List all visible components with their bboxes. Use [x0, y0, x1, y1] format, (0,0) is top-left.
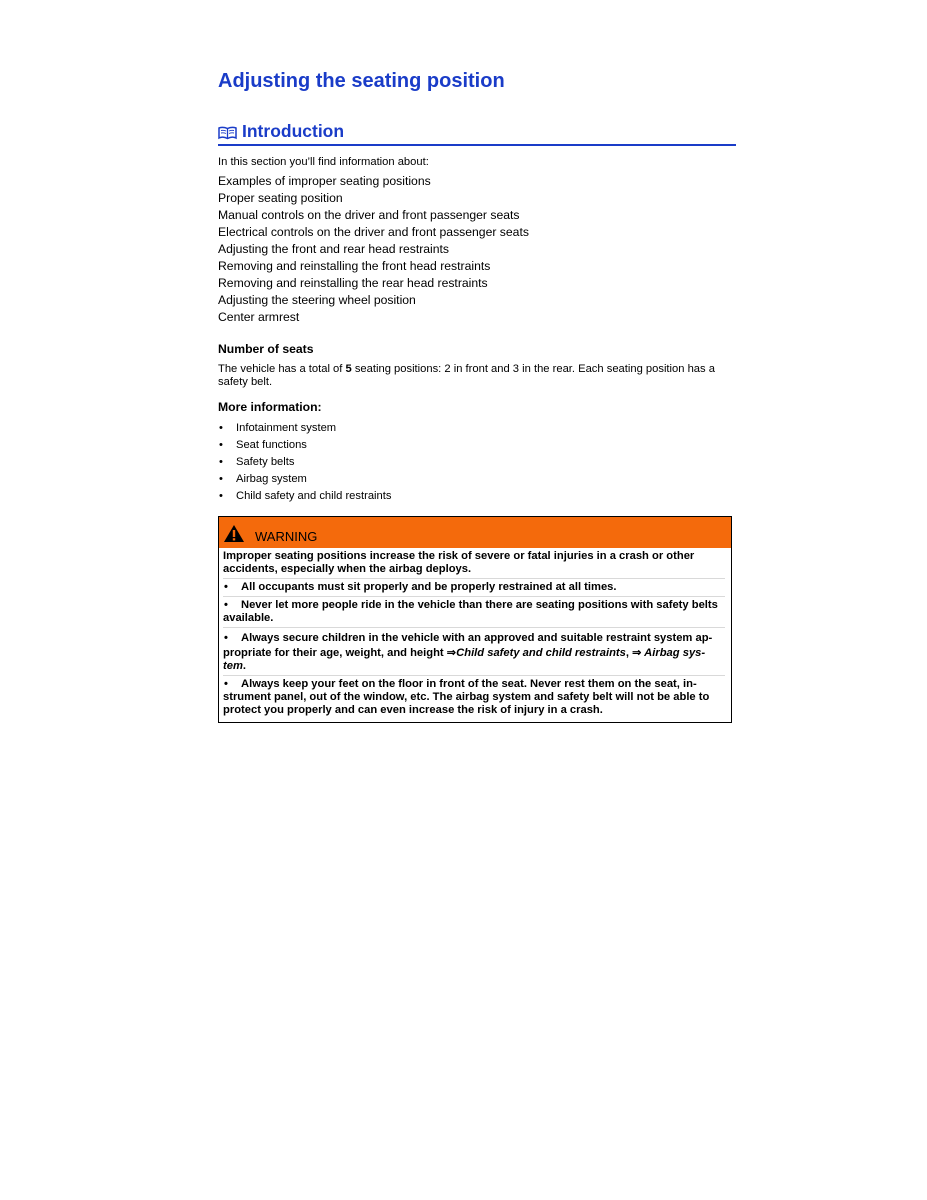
warning-item-text: All occupants must sit properly and be properly restrained at all times. — [241, 581, 617, 593]
bullet: • — [219, 422, 223, 434]
more-info-list — [218, 420, 736, 505]
list-item: Adjusting the front and rear head restraints — [218, 242, 450, 256]
warning-item-text: Always keep your feet on the floor in front of the seat. Never rest them on the seat, in-strument panel, out of the window, etc. The airbag system and safety belt will not be able to protect you properly and can even increase the risk of injury in a crash. — [223, 678, 710, 716]
seats-text-after: seating positions: 2 in front and 3 in the rear. Each seating position has a safety belt. — [218, 363, 715, 388]
arrow-icon: ⇒ — [632, 647, 642, 659]
warning-box — [218, 516, 732, 723]
list-item: Removing and reinstalling the front head restraints — [218, 259, 491, 273]
warning-item — [223, 627, 725, 675]
list-item-label: Child safety and child restraints — [236, 490, 392, 502]
bullet: • — [219, 473, 223, 485]
list-item-label: Infotainment system — [236, 422, 337, 434]
list-item: Examples of improper seating positions — [218, 174, 431, 188]
section-heading — [218, 119, 736, 146]
link-child-safety[interactable]: Child safety and child restraints — [456, 647, 626, 659]
warning-item — [223, 578, 725, 596]
bullet: • — [219, 439, 223, 451]
bullet: • — [219, 456, 223, 468]
list-item: Electrical controls on the driver and front passenger seats — [218, 225, 529, 239]
page-content — [218, 68, 736, 716]
warning-header — [219, 517, 731, 548]
list-item-label: Airbag system — [236, 473, 307, 485]
book-icon — [218, 124, 237, 138]
list-item — [218, 420, 736, 437]
list-item — [218, 488, 736, 505]
warning-item — [223, 596, 725, 627]
warning-item — [223, 675, 725, 719]
seats-paragraph — [218, 363, 730, 389]
list-item: Manual controls on the driver and front passenger seats — [218, 208, 520, 222]
page-title: Adjusting the seating position — [218, 70, 505, 92]
list-item-label: Seat functions — [236, 439, 307, 451]
list-item — [218, 437, 736, 454]
warning-intro: Improper seating positions increase the risk of severe or fatal injuries in a crash or other accidents, especially when the airbag deploys. — [223, 550, 695, 575]
separator: , — [625, 647, 633, 659]
list-item-label: Safety belts — [236, 456, 295, 468]
bullet: • — [219, 490, 223, 502]
seats-count: 5 — [345, 363, 352, 375]
warning-item-text: Always secure children in the vehicle with an approved and suitable restraint system ap- — [241, 632, 713, 644]
bullet: • — [224, 678, 228, 690]
section-title: Introduction — [242, 120, 345, 141]
bullet: • — [224, 599, 228, 611]
bullet: • — [224, 581, 228, 593]
seats-text-before: The vehicle has a total of — [218, 363, 346, 375]
topic-list — [218, 173, 736, 326]
intro-text: In this section you’ll find information about: — [218, 156, 429, 168]
warning-item-text: propriate for their age, weight, and height — [223, 647, 447, 659]
link-airbag-system-cont[interactable]: tem — [223, 660, 243, 672]
warning-label: WARNING — [255, 529, 318, 544]
list-item: Adjusting the steering wheel position — [218, 293, 416, 307]
bullet: • — [224, 632, 228, 644]
period: . — [242, 660, 247, 672]
warning-triangle-icon — [223, 524, 245, 543]
list-item: Proper seating position — [218, 191, 343, 205]
more-info-heading: More information: — [218, 400, 322, 414]
link-airbag-system[interactable]: Airbag sys- — [641, 647, 706, 659]
seats-heading: Number of seats — [218, 342, 314, 356]
list-item — [218, 454, 736, 471]
list-item: Center armrest — [218, 310, 300, 324]
list-item — [218, 471, 736, 488]
warning-body — [219, 548, 731, 722]
arrow-icon: ⇒ — [446, 647, 457, 659]
warning-item-text: Never let more people ride in the vehicle than there are seating positions with safety belts available. — [223, 599, 718, 624]
list-item: Removing and reinstalling the rear head restraints — [218, 276, 488, 290]
